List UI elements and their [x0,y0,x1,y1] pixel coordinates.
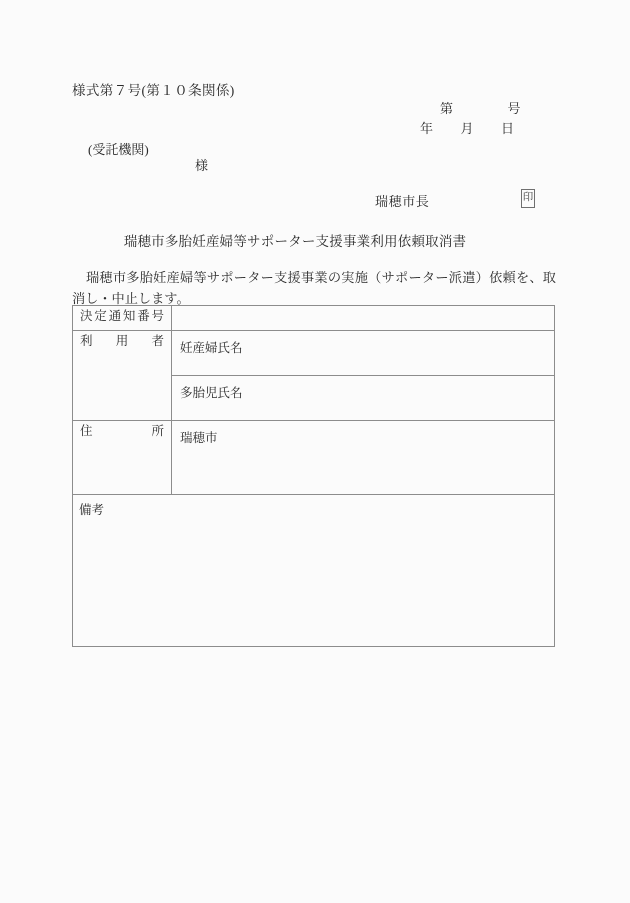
label-user: 利用者 [73,331,172,421]
value-notice-number[interactable] [172,306,555,331]
page-title-text: 瑞穂市多胎妊産婦等サポーター支援事業利用依頼取消書 [123,234,467,249]
value-pregnant-name[interactable]: 妊産婦氏名 [172,331,555,376]
document-number-field[interactable]: 第 号 [440,101,522,116]
issuer-name: 瑞穂市長 [375,194,430,209]
addressee-organization: (受託機関) [88,142,149,157]
application-form-table [72,305,555,647]
body-paragraph: 瑞穂市多胎妊産婦等サポーター支援事業の実施（サポーター派遣）依頼を、取消し・中止します。 [72,270,556,306]
document-date-field[interactable]: 年 月 日 [420,121,515,136]
value-remarks[interactable]: 備考 [73,495,555,647]
seal-stamp-icon: 印 [521,189,535,208]
table-row-notice-number [73,306,555,331]
value-address[interactable]: 瑞穂市 [172,421,555,495]
table-row-address [73,421,555,495]
form-number: 様式第７号(第１０条関係) [72,83,235,98]
table-row-remarks [73,495,555,647]
label-address: 住所 [73,421,172,495]
label-notice-number: 決定通知番号 [73,306,172,331]
page-title [0,230,630,250]
value-multiple-birth-name[interactable]: 多胎児氏名 [172,376,555,421]
addressee-honorific: 様 [195,158,209,173]
table-row-user-pregnant-name [73,331,555,376]
